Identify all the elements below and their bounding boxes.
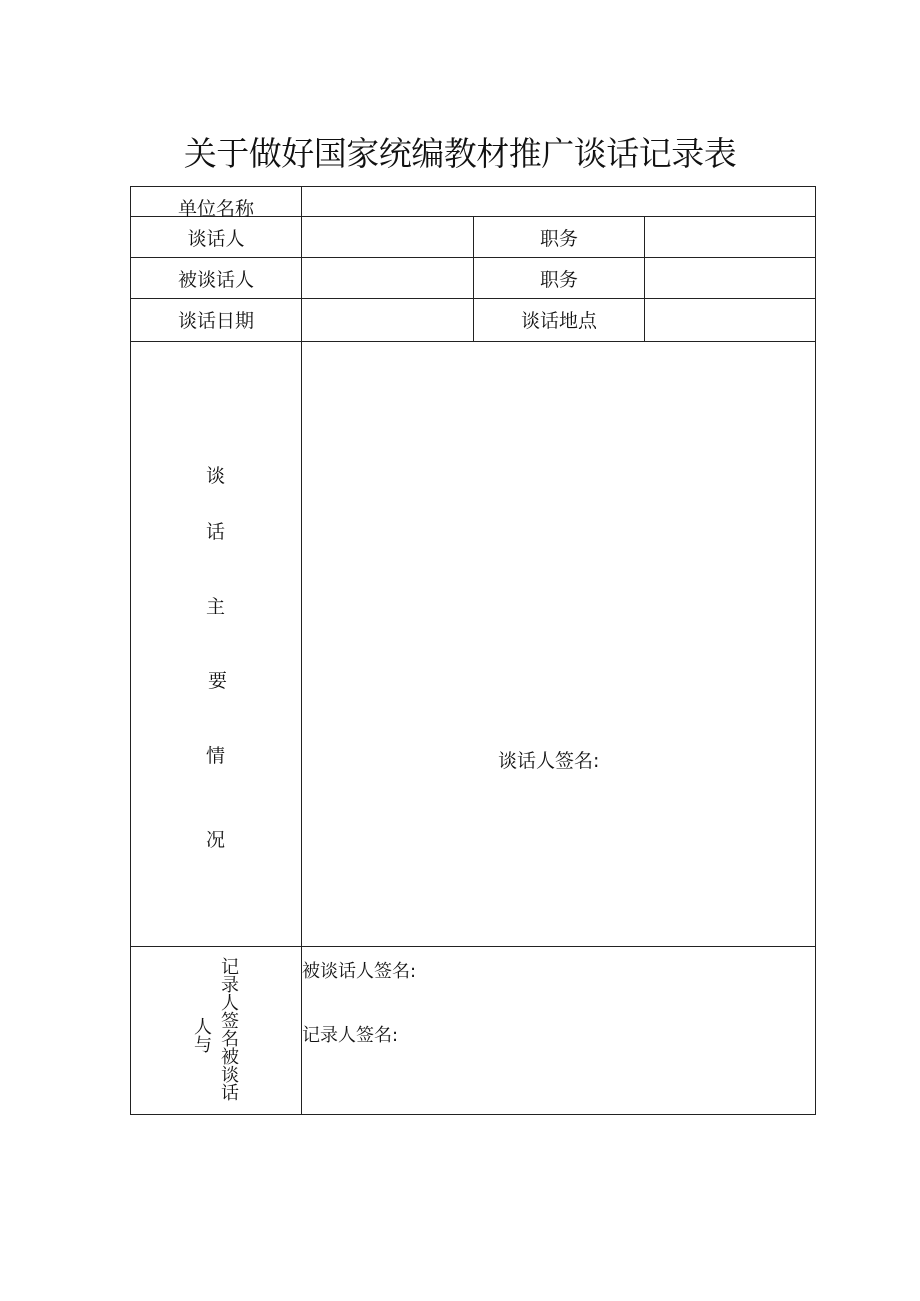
content-label-char: 谈 [206, 465, 226, 487]
footer-label-char: 名 [221, 1029, 239, 1050]
table-border-right [815, 186, 816, 1115]
footer-label-char: 话 [221, 1083, 239, 1104]
footer-label-char: 签 [221, 1011, 239, 1032]
footer-label-char: 人 [221, 993, 239, 1014]
date-field[interactable] [302, 299, 473, 341]
document-title: 关于做好国家统编教材推广谈话记录表 [183, 134, 737, 173]
content-label-char: 要 [208, 670, 228, 692]
table-border-bottom [130, 1114, 816, 1115]
interviewer-position-field[interactable] [645, 217, 815, 257]
footer-label-char: 谈 [221, 1065, 239, 1086]
content-area[interactable] [302, 342, 815, 946]
interviewee-field[interactable] [302, 258, 473, 298]
footer-label-char: 录 [221, 975, 239, 996]
date-label: 谈话日期 [177, 309, 254, 332]
footer-label-char: 被 [221, 1047, 239, 1068]
footer-label-col2-clip [215, 955, 245, 1113]
interviewee-position-label: 职务 [539, 268, 578, 291]
interviewer-label: 谈话人 [187, 227, 245, 250]
interviewer-position-label: 职务 [539, 227, 578, 250]
interviewee-position-field[interactable] [645, 258, 815, 298]
footer-label-char: 记 [221, 957, 239, 978]
interviewee-label: 被谈话人 [177, 268, 254, 291]
footer-label-col1 [193, 1019, 213, 1055]
content-label-char: 话 [206, 521, 226, 543]
unit-name-field[interactable] [302, 187, 815, 216]
footer-label-char: 与 [194, 1035, 212, 1056]
content-label-char: 况 [206, 829, 226, 851]
footer-label-col2 [220, 959, 240, 1103]
footer-label-char: 人 [194, 1017, 212, 1038]
unit-name-label: 单位名称 [177, 197, 254, 220]
content-label-char: 主 [206, 596, 226, 618]
interviewer-signature-label: 谈话人签名: [498, 750, 600, 772]
recorder-signature-label: 记录人签名: [302, 1025, 399, 1046]
content-label-char: 情 [206, 745, 226, 767]
location-label: 谈话地点 [520, 309, 597, 332]
interviewee-signature-label: 被谈话人签名: [302, 961, 417, 982]
interviewer-field[interactable] [302, 217, 473, 257]
location-field[interactable] [645, 299, 815, 341]
